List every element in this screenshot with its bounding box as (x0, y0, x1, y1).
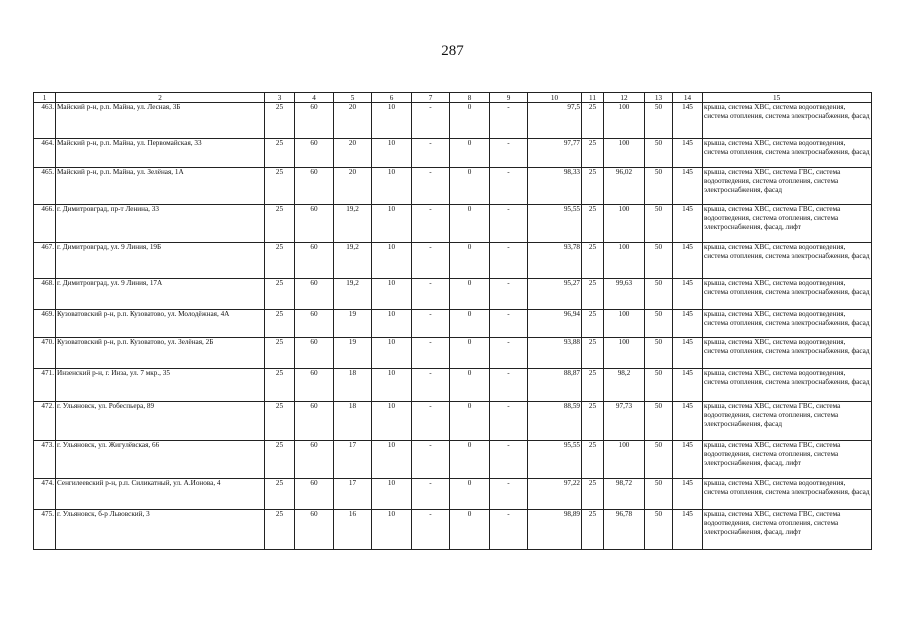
value-cell: 99,63 (604, 279, 645, 310)
value-cell: 98,33 (528, 168, 582, 205)
value-cell: 145 (673, 338, 703, 369)
value-cell: 88,59 (528, 402, 582, 441)
value-cell: 25 (582, 479, 604, 510)
works-cell: крыша, система ХВС, система водоотведения, система отопления, система электроснабжения, фасад (703, 103, 872, 139)
row-number-cell: 475. (34, 510, 56, 550)
header-cell: 15 (703, 93, 872, 103)
value-cell: - (412, 479, 450, 510)
value-cell: 60 (295, 310, 334, 338)
value-cell: 95,55 (528, 205, 582, 243)
address-cell: Сенгилеевский р-н, р.п. Силикатный, ул. А.Ионова, 4 (56, 479, 265, 510)
row-number-cell: 472. (34, 402, 56, 441)
row-number-cell: 463. (34, 103, 56, 139)
value-cell: - (490, 205, 528, 243)
value-cell: 19 (334, 338, 372, 369)
value-cell: - (490, 243, 528, 279)
value-cell: 25 (582, 243, 604, 279)
value-cell: 60 (295, 279, 334, 310)
value-cell: 50 (645, 243, 673, 279)
value-cell: 96,78 (604, 510, 645, 550)
value-cell: 50 (645, 510, 673, 550)
header-cell: 11 (582, 93, 604, 103)
value-cell: 10 (372, 103, 412, 139)
value-cell: - (490, 103, 528, 139)
value-cell: 25 (265, 205, 295, 243)
value-cell: 10 (372, 510, 412, 550)
header-cell: 4 (295, 93, 334, 103)
value-cell: - (412, 168, 450, 205)
value-cell: 88,87 (528, 369, 582, 402)
value-cell: 60 (295, 479, 334, 510)
value-cell: 10 (372, 243, 412, 279)
table-row (34, 168, 872, 205)
value-cell: - (412, 139, 450, 168)
value-cell: - (412, 369, 450, 402)
value-cell: 50 (645, 338, 673, 369)
value-cell: 25 (265, 279, 295, 310)
value-cell: 50 (645, 103, 673, 139)
address-cell: г. Ульяновск, б-р Львовский, 3 (56, 510, 265, 550)
table-row (34, 279, 872, 310)
value-cell: 16 (334, 510, 372, 550)
works-cell: крыша, система ХВС, система ГВС, система водоотведения, система отопления, система электроснабжения, фасад, лифт (703, 510, 872, 550)
value-cell: 60 (295, 369, 334, 402)
value-cell: 100 (604, 139, 645, 168)
value-cell: 60 (295, 243, 334, 279)
value-cell: 25 (582, 139, 604, 168)
value-cell: 10 (372, 402, 412, 441)
value-cell: 100 (604, 310, 645, 338)
value-cell: 25 (265, 168, 295, 205)
header-cell: 9 (490, 93, 528, 103)
value-cell: 10 (372, 479, 412, 510)
address-cell: г. Димитровград, ул. 9 Линия, 19Б (56, 243, 265, 279)
header-cell: 10 (528, 93, 582, 103)
works-cell: крыша, система ХВС, система водоотведения, система отопления, система электроснабжения, фасад (703, 310, 872, 338)
value-cell: 50 (645, 139, 673, 168)
value-cell: 145 (673, 402, 703, 441)
value-cell: 97,22 (528, 479, 582, 510)
address-cell: г. Димитровград, ул. 9 Линия, 17А (56, 279, 265, 310)
value-cell: - (490, 139, 528, 168)
value-cell: - (412, 510, 450, 550)
value-cell: - (412, 441, 450, 479)
row-number-cell: 466. (34, 205, 56, 243)
value-cell: - (412, 338, 450, 369)
header-cell: 8 (450, 93, 490, 103)
value-cell: 20 (334, 103, 372, 139)
value-cell: 25 (265, 139, 295, 168)
value-cell: 25 (265, 310, 295, 338)
header-cell: 13 (645, 93, 673, 103)
value-cell: - (412, 279, 450, 310)
value-cell: 10 (372, 139, 412, 168)
value-cell: 25 (582, 168, 604, 205)
value-cell: 60 (295, 168, 334, 205)
value-cell: 145 (673, 103, 703, 139)
value-cell: 50 (645, 441, 673, 479)
value-cell: 50 (645, 402, 673, 441)
value-cell: 0 (450, 279, 490, 310)
value-cell: 0 (450, 168, 490, 205)
value-cell: 60 (295, 139, 334, 168)
value-cell: 25 (265, 510, 295, 550)
value-cell: 60 (295, 402, 334, 441)
table-row (34, 338, 872, 369)
value-cell: 96,94 (528, 310, 582, 338)
value-cell: - (412, 402, 450, 441)
address-cell: Майский р-н, р.п. Майна, ул. Первомайская, 33 (56, 139, 265, 168)
value-cell: 25 (582, 279, 604, 310)
row-number-cell: 471. (34, 369, 56, 402)
value-cell: 145 (673, 205, 703, 243)
value-cell: 25 (265, 243, 295, 279)
value-cell: 0 (450, 369, 490, 402)
value-cell: 20 (334, 168, 372, 205)
header-row (34, 93, 872, 103)
address-cell: г. Ульяновск, ул. Жигулёвская, 66 (56, 441, 265, 479)
row-number-cell: 467. (34, 243, 56, 279)
value-cell: 60 (295, 510, 334, 550)
value-cell: 19 (334, 310, 372, 338)
address-cell: г. Димитровград, пр-т Ленина, 33 (56, 205, 265, 243)
table-row (34, 243, 872, 279)
value-cell: 25 (265, 103, 295, 139)
header-cell: 6 (372, 93, 412, 103)
value-cell: 0 (450, 402, 490, 441)
value-cell: 0 (450, 510, 490, 550)
header-cell: 7 (412, 93, 450, 103)
value-cell: 97,77 (528, 139, 582, 168)
value-cell: 96,02 (604, 168, 645, 205)
value-cell: 0 (450, 338, 490, 369)
value-cell: - (490, 168, 528, 205)
header-cell: 12 (604, 93, 645, 103)
value-cell: 145 (673, 310, 703, 338)
header-cell: 14 (673, 93, 703, 103)
value-cell: 50 (645, 279, 673, 310)
value-cell: 19,2 (334, 243, 372, 279)
value-cell: 0 (450, 441, 490, 479)
address-cell: Инзенский р-н, г. Инза, ул. 7 мкр., 35 (56, 369, 265, 402)
value-cell: 10 (372, 441, 412, 479)
value-cell: 100 (604, 243, 645, 279)
works-cell: крыша, система ХВС, система водоотведения, система отопления, система электроснабжения, фасад (703, 479, 872, 510)
value-cell: - (412, 205, 450, 243)
value-cell: 60 (295, 338, 334, 369)
value-cell: 19,2 (334, 279, 372, 310)
table-row (34, 510, 872, 550)
value-cell: 25 (582, 338, 604, 369)
value-cell: 60 (295, 205, 334, 243)
value-cell: 19,2 (334, 205, 372, 243)
works-cell: крыша, система ХВС, система водоотведения, система отопления, система электроснабжения, фасад (703, 369, 872, 402)
value-cell: 10 (372, 310, 412, 338)
value-cell: 0 (450, 139, 490, 168)
row-number-cell: 469. (34, 310, 56, 338)
value-cell: 100 (604, 103, 645, 139)
value-cell: - (412, 310, 450, 338)
value-cell: - (490, 369, 528, 402)
value-cell: 25 (265, 479, 295, 510)
header-cell: 2 (56, 93, 265, 103)
works-cell: крыша, система ХВС, система ГВС, система водоотведения, система отопления, система электроснабжения, фасад, лифт (703, 441, 872, 479)
row-number-cell: 468. (34, 279, 56, 310)
value-cell: 25 (265, 369, 295, 402)
value-cell: 97,73 (604, 402, 645, 441)
value-cell: 25 (582, 510, 604, 550)
table-row (34, 310, 872, 338)
row-number-cell: 464. (34, 139, 56, 168)
value-cell: 20 (334, 139, 372, 168)
table-row (34, 369, 872, 402)
value-cell: 145 (673, 168, 703, 205)
value-cell: 98,72 (604, 479, 645, 510)
value-cell: 145 (673, 369, 703, 402)
address-cell: Майский р-н, р.п. Майна, ул. Зелёная, 1А (56, 168, 265, 205)
value-cell: 145 (673, 139, 703, 168)
works-cell: крыша, система ХВС, система водоотведения, система отопления, система электроснабжения, фасад (703, 338, 872, 369)
value-cell: - (490, 310, 528, 338)
address-cell: Кузоватовский р-н, р.п. Кузоватово, ул. Зелёная, 2Б (56, 338, 265, 369)
works-cell: крыша, система ХВС, система ГВС, система водоотведения, система отопления, система электроснабжения, фасад (703, 402, 872, 441)
value-cell: 50 (645, 479, 673, 510)
table-row (34, 103, 872, 139)
works-cell: крыша, система ХВС, система ГВС, система водоотведения, система отопления, система электроснабжения, фасад (703, 168, 872, 205)
value-cell: 25 (582, 369, 604, 402)
value-cell: 10 (372, 205, 412, 243)
works-cell: крыша, система ХВС, система ГВС, система водоотведения, система отопления, система электроснабжения, фасад, лифт (703, 205, 872, 243)
value-cell: 10 (372, 279, 412, 310)
value-cell: 98,89 (528, 510, 582, 550)
value-cell: 0 (450, 103, 490, 139)
row-number-cell: 470. (34, 338, 56, 369)
works-cell: крыша, система ХВС, система водоотведения, система отопления, система электроснабжения, фасад (703, 139, 872, 168)
value-cell: 50 (645, 168, 673, 205)
value-cell: - (412, 243, 450, 279)
value-cell: 10 (372, 168, 412, 205)
header-cell: 5 (334, 93, 372, 103)
value-cell: 18 (334, 402, 372, 441)
value-cell: 100 (604, 441, 645, 479)
value-cell: 145 (673, 279, 703, 310)
value-cell: 100 (604, 205, 645, 243)
value-cell: 60 (295, 103, 334, 139)
value-cell: 25 (265, 441, 295, 479)
value-cell: 25 (265, 338, 295, 369)
value-cell: 25 (582, 103, 604, 139)
header-cell: 3 (265, 93, 295, 103)
value-cell: 50 (645, 205, 673, 243)
value-cell: 25 (582, 402, 604, 441)
value-cell: 60 (295, 441, 334, 479)
row-number-cell: 474. (34, 479, 56, 510)
value-cell: 93,88 (528, 338, 582, 369)
value-cell: - (490, 441, 528, 479)
works-cell: крыша, система ХВС, система водоотведения, система отопления, система электроснабжения, фасад (703, 279, 872, 310)
table-row (34, 479, 872, 510)
table-row (34, 139, 872, 168)
page-number: 287 (441, 43, 464, 59)
value-cell: - (490, 338, 528, 369)
data-table (33, 92, 872, 550)
value-cell: - (412, 103, 450, 139)
value-cell: - (490, 279, 528, 310)
address-cell: г. Ульяновск, ул. Робеспьера, 89 (56, 402, 265, 441)
value-cell: 0 (450, 205, 490, 243)
address-cell: Кузоватовский р-н, р.п. Кузоватово, ул. Молодёжная, 4А (56, 310, 265, 338)
value-cell: 25 (582, 441, 604, 479)
value-cell: 50 (645, 369, 673, 402)
value-cell: 93,78 (528, 243, 582, 279)
value-cell: 0 (450, 243, 490, 279)
value-cell: 18 (334, 369, 372, 402)
value-cell: 145 (673, 243, 703, 279)
value-cell: 100 (604, 338, 645, 369)
value-cell: 10 (372, 369, 412, 402)
value-cell: 95,55 (528, 441, 582, 479)
value-cell: 17 (334, 441, 372, 479)
value-cell: 95,27 (528, 279, 582, 310)
value-cell: 50 (645, 310, 673, 338)
value-cell: - (490, 479, 528, 510)
row-number-cell: 465. (34, 168, 56, 205)
value-cell: 97,5 (528, 103, 582, 139)
value-cell: 145 (673, 510, 703, 550)
value-cell: 10 (372, 338, 412, 369)
value-cell: 17 (334, 479, 372, 510)
value-cell: 0 (450, 479, 490, 510)
table-row (34, 205, 872, 243)
value-cell: 25 (582, 310, 604, 338)
table-row (34, 441, 872, 479)
header-cell: 1 (34, 93, 56, 103)
value-cell: 0 (450, 310, 490, 338)
value-cell: 25 (582, 205, 604, 243)
value-cell: 98,2 (604, 369, 645, 402)
row-number-cell: 473. (34, 441, 56, 479)
value-cell: 145 (673, 441, 703, 479)
value-cell: 145 (673, 479, 703, 510)
table-row (34, 402, 872, 441)
address-cell: Майский р-н, р.п. Майна, ул. Лесная, 3Б (56, 103, 265, 139)
works-cell: крыша, система ХВС, система водоотведения, система отопления, система электроснабжения, фасад (703, 243, 872, 279)
value-cell: - (490, 510, 528, 550)
value-cell: 25 (265, 402, 295, 441)
value-cell: - (490, 402, 528, 441)
